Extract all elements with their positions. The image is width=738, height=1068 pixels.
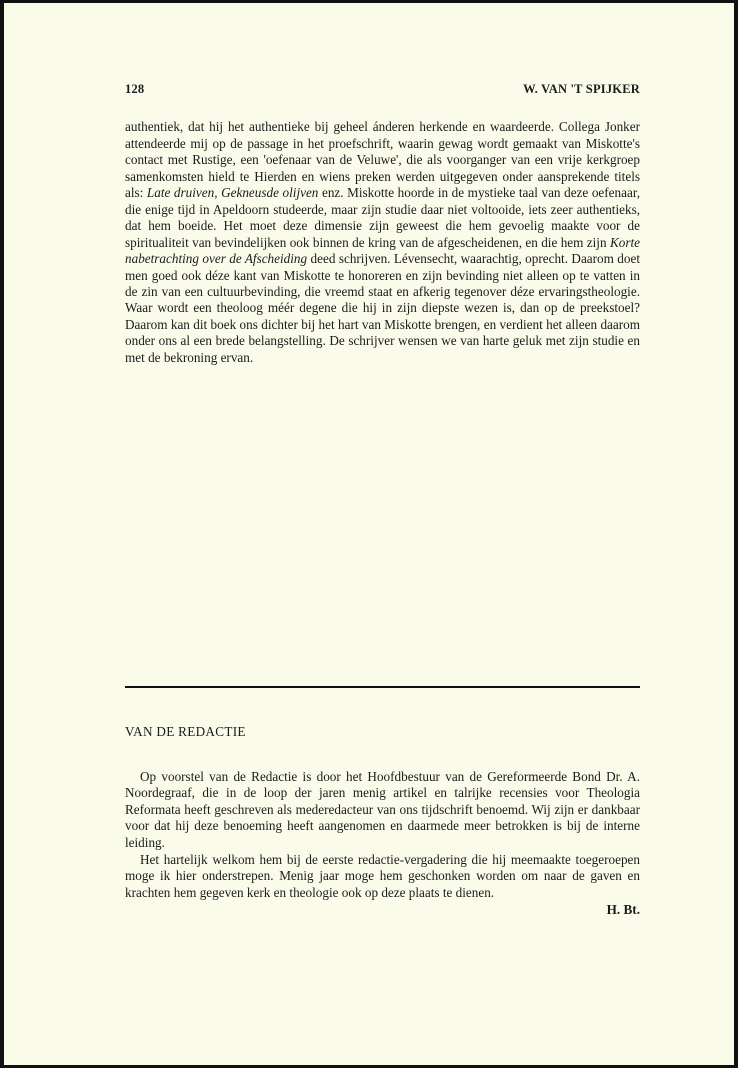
- section-divider: [125, 686, 640, 688]
- article-title-korte-nabetrachting: Korte nabetrachting over de Afscheiding: [125, 234, 640, 267]
- article-paragraph: [125, 119, 640, 366]
- section-paragraph-2: Het hartelijk welkom hem bij de eerste redactie-vergadering die hij meemaakte toegeroepen moge ik hier onderstrepen. Menig jaar moge hem geschonken worden om naar de gaven en krachten hem gegeven kerk en theologie ook op deze plaats te dienen.: [125, 851, 640, 900]
- signature: H. Bt.: [606, 902, 640, 918]
- running-title: W. VAN 'T SPIJKER: [523, 82, 640, 96]
- article-text-2: enz. Miskotte hoorde in de mystieke taal van deze oefenaar, die enige tijd in Apeldoorn studeerde, maar zijn studie daar niet voltooide, iets zeer authentieks, dat hem boeide. Het moet deze dimensie zijn geweest die hem gevoelig maakte voor de spiritualiteit van bevindelijken ook binnen de kring van de afgescheidenen, en die hem zijn: [125, 185, 640, 250]
- page-number: 128: [125, 82, 145, 96]
- section-paragraph-1: Op voorstel van de Redactie is door het Hoofdbestuur van de Gereformeerde Bond Dr. A. Noordegraaf, die in de loop der jaren menig artikel en talrijke recensies voor Theologia Reformata heeft geschreven als mederedacteur van ons tijdschrift benoemd. Wij zijn er dankbaar voor dat hij deze benoeming heeft aangenomen en daarmede meer betrokken is bij de interne leiding.: [125, 768, 640, 850]
- editorial-section: [125, 724, 640, 919]
- article-title-late-druiven: Late druiven, Gekneusde olijven: [146, 185, 319, 201]
- article-text-3: deed schrijven. Lévensecht, waarachtig, oprecht. Daarom doet men goed ook déze kant van Miskotte te honoreren en zijn bevinding niet alleen op te vatten in de zin van een cultuurbevinding, die vreemd staat en afkerig tegenover déze ervaringstheologie. Waar wordt een theoloog méér degene die hij in zijn diepste wezen is, dan op de preekstoel? Daarom kan dit boek ons dichter bij het hart van Miskotte brengen, en verdient het alleen daarom onder ons al een brede belangstelling. De schrijver wensen we van harte geluk met zijn studie en met de bekroning ervan.: [125, 251, 641, 365]
- article-text-1: authentiek, dat hij het authentieke bij geheel ánderen herkende en waardeerde. Collega Jonker attendeerde mij op de passage in het proefschrift, waarin gewag wordt gemaakt van Miskotte's contact met Rustige, een 'oefenaar van de Veluwe', die als voorganger van een vrije kerkgroep samenkomsten hield te Hierden en wiens preken werden uitgegeven onder aansprekende titels als:: [125, 119, 640, 201]
- running-head: [125, 81, 640, 97]
- page-content: [125, 81, 640, 366]
- section-title: VAN DE REDACTIE: [125, 724, 246, 739]
